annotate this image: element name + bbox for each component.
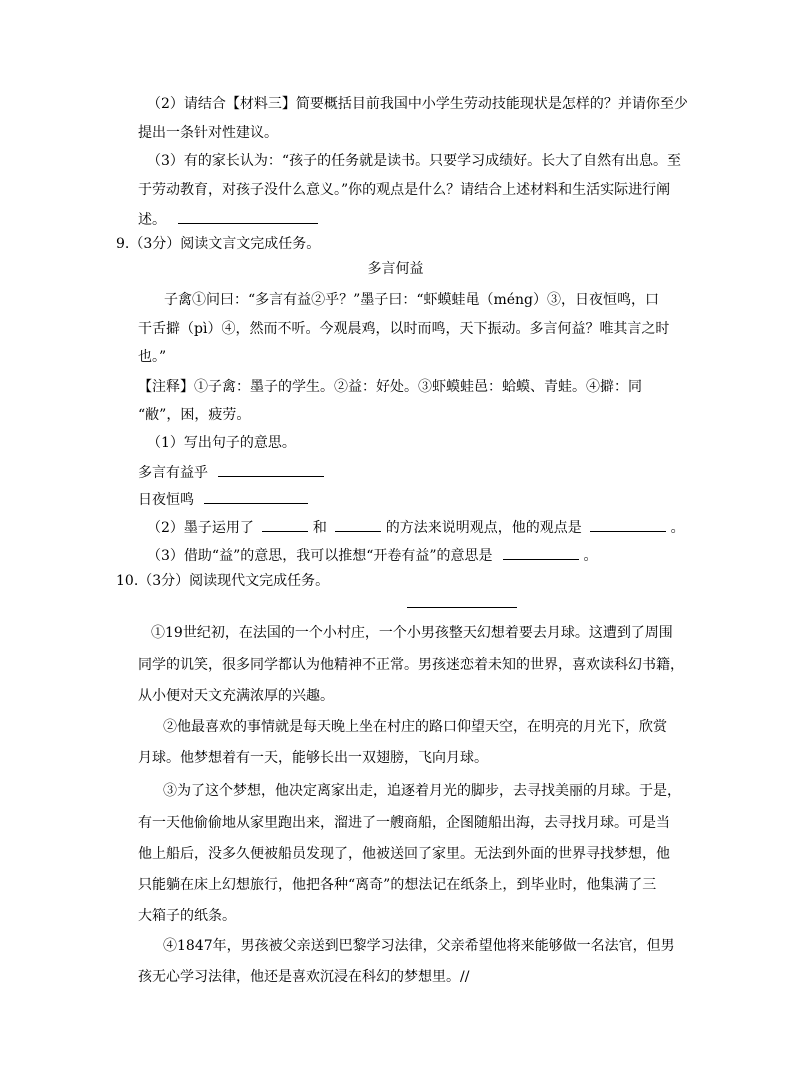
answer-blank[interactable]: [218, 462, 324, 477]
q10-p2-line1: ②他最喜欢的事情就是每天晚上坐在村庄的路口仰望天空，在明亮的月光下，欣赏: [163, 719, 667, 735]
q10-p1-line2: 同学的讥笑，很多同学都认为他精神不正常。男孩迷恋着未知的世界，喜欢读科幻书籍，: [138, 657, 684, 673]
answer-blank[interactable]: [335, 517, 381, 532]
q9-text-line1: 子禽①问曰：“多言有益②乎？”墨子曰：“虾蟆蛙黾（méng）③，日夜恒鸣，口: [164, 292, 660, 308]
q10-p4-line2: 孩无心学习法律，他还是喜欢沉浸在科幻的梦想里。//: [138, 969, 470, 985]
q9-sub1: （1）写出句子的意思。: [147, 435, 296, 451]
q8-sub3-line2: 于劳动教育，对孩子没什么意义。”你的观点是什么？请结合上述材料和生活实际进行阐: [138, 182, 671, 198]
q10-p3-line5: 大箱子的纸条。: [138, 908, 236, 924]
q10-p2-line2: 月球。他梦想着有一天，能够长出一双翅膀，飞向月球。: [138, 750, 488, 766]
q10-p3-line4: 只能躺在床上幻想旅行，他把各种“离奇”的想法记在纸条上，到毕业时，他集满了三: [138, 877, 657, 893]
q8-sub2-line1: （2）请结合【材料三】简要概括目前我国中小学生劳动技能现状是怎样的？并请你至少: [147, 96, 688, 112]
answer-blank[interactable]: [590, 517, 666, 532]
answer-blank[interactable]: [204, 489, 308, 504]
q10-p1-line1: ①19世纪初，在法国的一个小村庄，一个小男孩整天幻想着要去月球。这遭到了周围: [151, 625, 673, 641]
q9-sub2-text-d: 。: [670, 520, 685, 536]
title-blank[interactable]: [407, 607, 517, 608]
q9-sub1-a-line: [138, 462, 324, 482]
q8-sub3-line3: [138, 209, 318, 229]
q9-text-line3: 也。”: [138, 349, 167, 365]
q10-p1-line3: 从小便对天文充满浓厚的兴趣。: [138, 688, 334, 704]
q8-sub3-line1: （3）有的家长认为：“孩子的任务就是读书。只要学习成绩好。长大了自然有出息。至: [147, 153, 682, 169]
q10-p3-line3: 他上船后，没多久便被船员发现了，他被送回了家里。无法到外面的世界寻找梦想，他: [138, 846, 670, 862]
q9-sub2-text-c: 的方法来说明观点，他的观点是: [385, 520, 582, 536]
q9-text-line2: 干舌擗（pì）④，然而不听。今观晨鸡，以时而鸣，天下振动。多言何益？唯其言之时: [138, 321, 670, 337]
answer-blank[interactable]: [262, 517, 308, 532]
q10-p3-line1: ③为了这个梦想，他决定离家出走，追逐着月光的脚步，去寻找美丽的月球。于是，: [163, 783, 681, 799]
q9-header: 9.（3分）阅读文言文完成任务。: [116, 236, 321, 252]
answer-blank[interactable]: [178, 209, 318, 224]
q10-p3-line2: 有一天他偷偷地从家里跑出来，溜进了一艘商船，企图随船出海，去寻找月球。可是当: [138, 815, 670, 831]
q9-sub3-text-b: 。: [583, 548, 598, 564]
q9-title: 多言何益: [367, 261, 424, 277]
q9-note-line2: “敝”，困，疲劳。: [138, 407, 251, 423]
q9-sub2-text-b: 和: [312, 520, 327, 536]
q9-sub3-line: [147, 545, 597, 565]
q8-sub2-line2: 提出一条针对性建议。: [138, 125, 278, 141]
q8-sub3-text: 述。: [138, 212, 166, 228]
q10-p4-line1: ④1847年，男孩被父亲送到巴黎学习法律，父亲希望他将来能够做一名法官，但男: [163, 938, 675, 954]
q9-note-line1: 【注释】①子禽：墨子的学生。②益：好处。③虾蟆蛙邑：蛤蟆、青蛙。④擗：同: [138, 379, 642, 395]
q10-header: 10.（3分）阅读现代文完成任务。: [116, 573, 330, 589]
q9-sub3-text-a: （3）借助“益”的意思，我可以推想“开卷有益”的意思是: [147, 548, 493, 564]
q9-sub2-line: [147, 517, 685, 537]
q9-sub2-text-a: （2）墨子运用了: [147, 520, 254, 536]
answer-blank[interactable]: [503, 545, 579, 560]
q9-sub1-a-text: 多言有益乎: [138, 465, 208, 481]
q9-sub1-b-line: [138, 489, 308, 509]
q9-sub1-b-text: 日夜恒鸣: [138, 492, 194, 508]
